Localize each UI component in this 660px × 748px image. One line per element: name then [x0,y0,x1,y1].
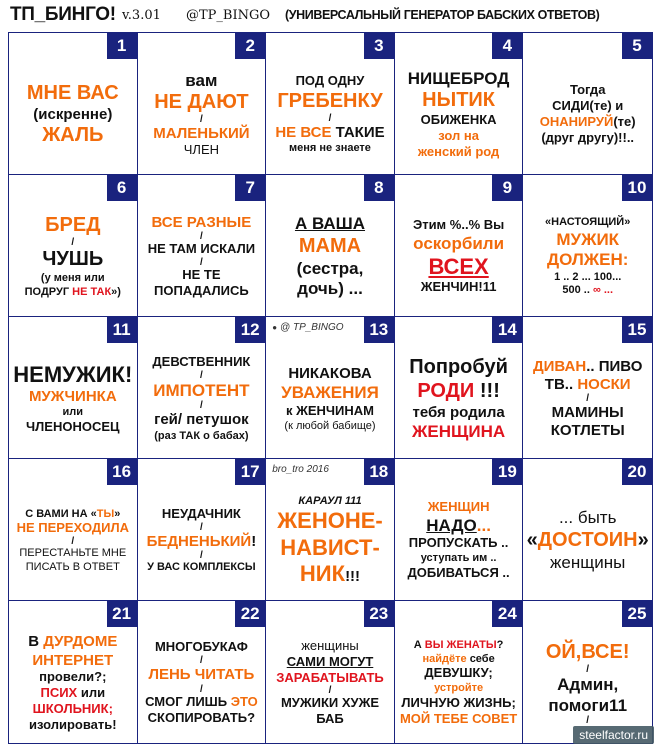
cell-text: БЕДНЕНЬКИЙ [146,533,252,551]
bingo-cell-5[interactable] [523,33,652,175]
bingo-cell-25[interactable] [523,601,652,743]
cell-text: провели?; [39,668,107,684]
cell-text: ВСЕХ [428,254,489,280]
cell-separator: / [200,231,203,243]
cell-text: МАМИНЫ [551,404,624,421]
bingo-cell-19[interactable] [395,459,524,601]
cell-text: Попробуй [409,355,508,378]
cell-number: 2 [235,33,265,59]
cell-text: дочь) ... [297,279,363,299]
cell-text: МУЖЧИНКА [28,388,117,406]
bingo-cell-23[interactable] [266,601,395,743]
cell-separator: / [200,655,203,667]
cell-text: ИМПОТЕНТ [153,380,250,400]
bingo-cell-12[interactable] [138,317,267,459]
bingo-cell-11[interactable] [9,317,138,459]
bingo-cell-8[interactable] [266,175,395,317]
cell-text: ∞ ... [592,284,614,297]
cell-separator: / [200,683,203,695]
cell-number: 24 [492,601,522,627]
cell-text: ЖЕНЩИН [427,499,490,514]
cell-text: КАРАУЛ 111 [298,494,362,507]
cell-separator: / [200,257,203,269]
cell-text: ПЕРЕСТАНЬТЕ МНЕ [19,547,127,560]
cell-text: ВСЕ РАЗНЫЕ [151,213,252,231]
cell-text: гей/ петушок [154,411,249,429]
cell-text: ДЕВУШКУ; [424,665,493,681]
cell-number: 10 [622,175,652,201]
bingo-cell-2[interactable] [138,33,267,175]
cell-text: ТВ.. [544,375,574,393]
cell-number: 11 [107,317,137,343]
cell-number: 12 [235,317,265,343]
cell-number: 1 [107,33,137,59]
cell-text: ДИВАН [532,357,587,375]
cell-text: ЛЕНЬ ЧИТАТЬ [148,666,255,684]
cell-text: » [637,529,649,551]
cell-number: 6 [107,175,137,201]
cell-text: МУЖИКИ ХУЖЕ [280,695,380,711]
cell-number: 22 [235,601,265,627]
cell-separator: / [328,113,332,125]
cell-text: ГРЕБЕНКУ [277,90,383,113]
bingo-cell-13[interactable] [266,317,395,459]
cell-text: найдёте [422,652,467,665]
cell-text: женский род [417,144,500,160]
cell-text: 500 .. [562,284,590,297]
bingo-cell-20[interactable] [523,459,652,601]
cell-number: 20 [622,459,652,485]
cell-number: 17 [235,459,265,485]
cell-number: 15 [622,317,652,343]
cell-text: НАДО [426,515,477,535]
cell-text: устройте [434,682,484,695]
cell-number: 3 [364,33,394,59]
cell-text: КОТЛЕТЫ [550,422,625,440]
cell-text: Админ, [557,674,619,694]
cell-text: НОСКИ [577,375,631,393]
cell-text: тебя родила [412,403,505,421]
cell-text: В [28,633,40,651]
bingo-cell-9[interactable] [395,175,524,317]
cell-text: МНЕ ВАС [26,81,119,104]
cell-text: ТАКИЕ [335,124,385,142]
cell-tag: ● @ TP_BINGO [272,322,343,333]
cell-text: ОНАНИРУЙ [539,114,614,129]
cell-number: 21 [107,601,137,627]
cell-text: (сестра, [296,258,364,278]
cell-text: женщины [301,637,359,653]
cell-text: НЕ ДАЮТ [154,91,249,114]
cell-text: САМИ МОГУТ [286,653,374,669]
cell-number: 5 [622,33,652,59]
cell-separator: / [200,522,203,534]
cell-text: «НАСТОЯЩИЙ» [545,215,631,228]
cell-text: меня не знаете [289,142,371,155]
cell-text: УВАЖЕНИЯ [281,383,379,403]
cell-number: 18 [364,459,394,485]
cell-text: (у меня или [40,272,105,285]
cell-text: ЖЕНЧИН!11 [420,279,497,295]
cell-number: 7 [235,175,265,201]
cell-text: ТЫ [96,507,115,520]
cell-text: ЧУШЬ [42,248,104,271]
cell-separator: / [200,369,203,381]
cell-text: НИК [299,560,346,586]
cell-separator: / [586,715,590,727]
handle-label: @TP_BINGO [186,8,271,23]
cell-separator: / [586,393,590,404]
cell-text: НЫТИК [422,89,495,112]
cell-text: Тогда [569,82,606,98]
bingo-cell-7[interactable] [138,175,267,317]
cell-separator: / [200,114,203,126]
bingo-cell-17[interactable] [138,459,267,601]
cell-text: « [526,529,538,551]
cell-separator: / [200,550,203,562]
bingo-cell-18[interactable] [266,459,395,601]
bingo-subtitle: (УНИВЕРСАЛЬНЫЙ ГЕНЕРАТОР БАБСКИХ ОТВЕТОВ) [285,8,600,22]
cell-text: БАБ [316,711,344,727]
cell-text: РОДИ [417,379,475,402]
cell-text: ЗАРАБАТЫВАТЬ [276,669,384,685]
cell-text: СКОПИРОВАТЬ? [147,709,256,725]
cell-text: уступать им .. [420,552,497,565]
bingo-cell-6[interactable] [9,175,138,317]
cell-text: ЖАЛЬ [42,124,104,147]
cell-text: ДОСТОИН [537,529,638,551]
cell-text: вам [185,70,218,90]
cell-text: себе [469,652,495,665]
cell-tag: bro_tro 2016 [272,464,329,475]
cell-number: 13 [364,317,394,343]
cell-text: СМОГ ЛИШЬ [145,693,228,709]
cell-text: НЕ ВСЕ [275,124,332,142]
cell-separator: / [71,237,75,249]
cell-text: ЧЛЕНОНОСЕЦ [26,419,120,435]
cell-number: 14 [492,317,522,343]
cell-text: ПИСАТЬ В ОТВЕТ [25,560,120,573]
cell-text: ЧЛЕН [183,142,220,158]
cell-text: У ВАС КОМПЛЕКСЫ [147,561,256,574]
cell-text: НИЩЕБРОД [407,68,510,88]
cell-number: 4 [492,33,522,59]
bingo-cell-3[interactable] [266,33,395,175]
cell-text: НИКАКОВА [288,364,372,382]
bingo-cell-24[interactable] [395,601,524,743]
cell-text: ПИВО [598,357,643,375]
cell-separator: / [71,536,75,548]
cell-text: НЕ ТЕ [182,267,221,283]
bingo-cell-4[interactable] [395,33,524,175]
cell-text: А [413,639,422,652]
cell-number: 16 [107,459,137,485]
cell-text: .. [586,357,595,375]
cell-text: ... быть [558,508,617,528]
cell-text: ОЙ,ВСЕ! [545,640,630,663]
cell-text: ? [496,639,504,652]
cell-text: ») [111,286,121,298]
cell-text: или [80,684,106,700]
header [0,0,660,32]
cell-text: НЕ ТАК [72,286,112,298]
cell-separator: / [328,685,332,697]
cell-text: !!! [479,379,500,402]
cell-text: изолировать! [28,716,117,732]
cell-text: БРЕД [45,214,101,237]
cell-text: ПОДРУГ [24,286,70,298]
cell-text: НЕ ПЕРЕХОДИЛА [16,520,129,536]
version-label: v.3.01 [122,8,161,23]
cell-separator: / [586,663,590,675]
cell-text: (друг другу)!!.. [541,129,635,145]
cell-number: 19 [492,459,522,485]
watermark: steelfactor.ru [573,726,654,744]
cell-text: А ВАША [294,214,366,234]
cell-text: ЖЕНЩИНА [412,421,506,441]
cell-text: МОЙ ТЕБЕ СОВЕТ [399,710,518,726]
cell-text: ШКОЛЬНИК; [32,700,113,716]
cell-text: (к любой бабище) [284,419,376,432]
cell-text: 1 .. 2 ... 100... [554,270,622,283]
cell-text: или [62,406,84,419]
bingo-cell-22[interactable] [138,601,267,743]
cell-text: (те) [613,114,636,129]
cell-text: (искренне) [33,105,113,123]
bingo-cell-1[interactable] [9,33,138,175]
cell-text: к ЖЕНЧИНАМ [285,402,374,418]
cell-text: ПРОПУСКАТЬ .. [408,535,509,551]
cell-text: МУЖИК [556,229,620,249]
cell-text: » [114,507,121,520]
cell-text: ПСИХ [40,684,78,700]
cell-text: ДЕВСТВЕННИК [152,353,251,369]
cell-text: помоги11 [548,695,628,715]
cell-text: СИДИ(те) и [552,98,624,114]
cell-text: ВЫ ЖЕНАТЫ [424,639,497,652]
bingo-cell-10[interactable] [523,175,652,317]
cell-text: женщины [550,553,626,572]
bingo-cell-15[interactable] [523,317,652,459]
cell-text: !!! [345,567,361,585]
cell-text: МНОГОБУКАФ [154,639,248,655]
cell-text: ОБИЖЕНКА [420,112,497,128]
cell-text: МАЛЕНЬКИЙ [153,125,250,143]
bingo-cell-16[interactable] [9,459,138,601]
bingo-cell-14[interactable] [395,317,524,459]
cell-text: ЖЕНОНЕ- [277,508,383,534]
cell-text: (раз ТАК о бабах) [154,429,249,442]
cell-text: ДУРДОМЕ [43,633,118,651]
cell-text: ПОПАДАЛИСЬ [154,283,249,299]
bingo-title: ТП_БИНГО! [10,4,116,25]
cell-text: Этим %..% Вы [412,216,505,232]
cell-text: ЭТО [230,693,258,709]
cell-number: 25 [622,601,652,627]
bingo-cell-21[interactable] [9,601,138,743]
cell-text: ДОЛЖЕН: [546,250,629,270]
cell-text: ЛИЧНУЮ ЖИЗНЬ; [401,694,516,710]
cell-text: НЕМУЖИК! [13,361,133,387]
cell-number: 23 [364,601,394,627]
cell-text: оскорбили [413,233,505,253]
cell-text: ПОД ОДНУ [295,73,365,89]
cell-text: МАМА [298,234,362,257]
cell-text: ИНТЕРНЕТ [32,651,114,669]
bingo-grid [8,32,653,744]
cell-text: НЕУДАЧНИК [161,506,241,522]
cell-number: 8 [364,175,394,201]
cell-text: ... [476,515,491,535]
cell-text: С ВАМИ НА « [25,507,97,520]
cell-number: 9 [492,175,522,201]
cell-text: НАВИСТ- [280,534,380,560]
cell-text: ДОБИВАТЬСЯ .. [407,565,510,581]
cell-separator: / [200,400,203,412]
cell-text: зол на [438,128,479,144]
cell-text: ! [251,533,257,551]
cell-text: НЕ ТАМ ИСКАЛИ [147,241,256,257]
